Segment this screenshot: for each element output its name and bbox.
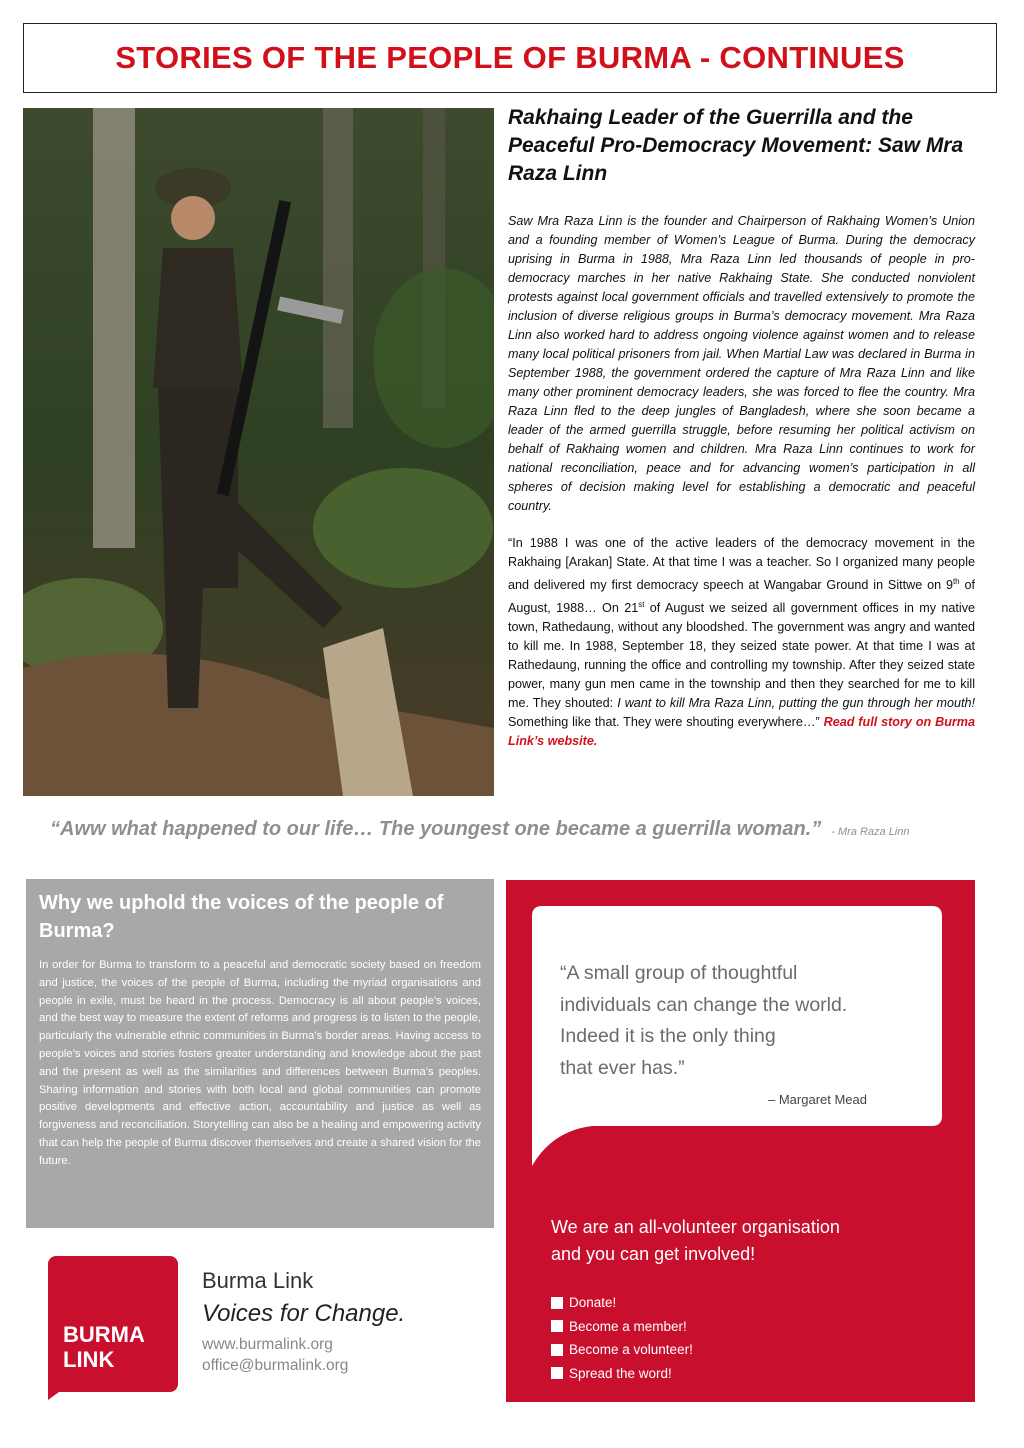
read-full-story-link[interactable]: Read full story on Burma Link’s website. <box>508 715 976 749</box>
action-donate[interactable]: Donate! <box>551 1291 693 1315</box>
portrait-photo <box>23 108 494 796</box>
action-spread-word[interactable]: Spread the word! <box>551 1362 693 1386</box>
mead-quote: “A small group of thoughtful individuals can change the world. Indeed it is the only thing that ever has.” <box>560 962 848 1079</box>
article-title: Rakhaing Leader of the Guerrilla and the Peaceful Pro-Democracy Movement: Saw Mra Raza Linn <box>508 106 964 185</box>
article-bio: Saw Mra Raza Linn is the founder and Chairperson of Rakhaing Women’s Union and a founding member of Women’s League of Burma. During the democracy uprising in Burma in 1988, Mra Raza Linn led thousands of people in pro-democracy marches in her native Rakhaing State. She conducted nonviolent protests against local government officials and travelled extensively to promote the inclusion of diverse religious groups in Burma’s democracy movement. Mra Raza Linn also worked hard to address ongoing violence against women and to release many local political prisoners from jail. When Martial Law was declared in Burma in September 1988, the government ordered the capture of Mra Raza Linn and like many other prominent democracy leaders, she was forced to flee the country. Mra Raza Linn fled to the deep jungles of Bangladesh, where she soon became a leader of the armed guerrilla struggle, before resuming her political activism on behalf of Rakhaing women and children. Mra Raza Linn continues to work for national reconciliation, peace and for advancing women’s participation in all spheres of decision making level for establishing a democratic and peaceful country. <box>508 214 975 513</box>
burma-link-logo <box>48 1256 178 1392</box>
why-heading: Why we uphold the voices of the people of Burma? <box>39 892 444 942</box>
org-name: Burma Link <box>202 1268 314 1293</box>
mead-quote-author: – Margaret Mead <box>768 1092 867 1107</box>
pull-quote-text: “Aww what happened to our life… The youngest one became a guerrilla woman.” <box>50 818 822 840</box>
why-box <box>26 879 494 1228</box>
org-website-link[interactable]: www.burmalink.org <box>202 1336 333 1353</box>
checkbox-icon <box>551 1367 563 1379</box>
volunteer-message: We are an all-volunteer organisation and you can get involved! <box>551 1217 840 1264</box>
pull-quote-attribution: - Mra Raza Linn <box>831 826 910 838</box>
checkbox-icon <box>551 1320 563 1332</box>
action-become-member[interactable]: Become a member! <box>551 1315 693 1339</box>
volunteer-panel <box>506 880 975 1402</box>
checkbox-icon <box>551 1344 563 1356</box>
jungle-photo-illustration <box>23 108 494 796</box>
org-tagline: Voices for Change. <box>202 1300 406 1327</box>
logo-wordmark: BURMA LINK <box>63 1322 145 1372</box>
checkbox-icon <box>551 1297 563 1309</box>
org-info <box>202 1268 405 1378</box>
article-quote: “In 1988 I was one of the active leaders of the democracy movement in the Rakhaing [Arakan] State. At that time I was a teacher. So I organized many people and delivered my first democracy speech at Wangabar Ground in Sittwe on 9th of August, 1988… On 21st of August we seized all government offices in my native town, Rathedaung, without any bloodshed. The government was angry and wanted to kill me. In 1988, September 18, they seized state power. At that time I was at Rathedaung, running the office and controlling my township. After they seized state power, many gun men came in the township and then they searched for me to kill me. They shouted: I want to kill Mra Raza Linn, putting the gun through her mouth! Something like that. They were shouting everywhere…” Read full story on Burma Link’s website. <box>508 536 976 749</box>
pull-quote <box>50 818 1000 841</box>
action-become-volunteer[interactable]: Become a volunteer! <box>551 1338 693 1362</box>
why-body: In order for Burma to transform to a peaceful and democratic society based on freedom and justice, the voices of the people of Burma, including the myriad organisations and people in exile, must be heard in the process. Democracy is all about people’s voices, and the best way to measure the extent of reforms and progress is to listen to the people, particularly the vulnerable ethnic communities in Burma’s border areas. Having access to people’s voices and stories fosters greater understanding and knowledge about the past and the present as well as the similarities and differences between Burma’s peoples. Sharing information and stories with both local and global communities can promote positive developments and effective action, accountability and justice as well as forgiveness and reconciliation. Storytelling can also be a healing and empowering activity that can help the people of Burma discover themselves and create a shared vision for the future. <box>39 959 481 1167</box>
logo-tail-shape <box>48 1384 70 1400</box>
article-section <box>508 104 975 751</box>
action-list <box>551 1291 693 1385</box>
page-title: STORIES OF THE PEOPLE OF BURMA - CONTINUES <box>115 40 905 75</box>
page-banner <box>23 23 997 93</box>
org-email-link[interactable]: office@burmalink.org <box>202 1357 349 1374</box>
